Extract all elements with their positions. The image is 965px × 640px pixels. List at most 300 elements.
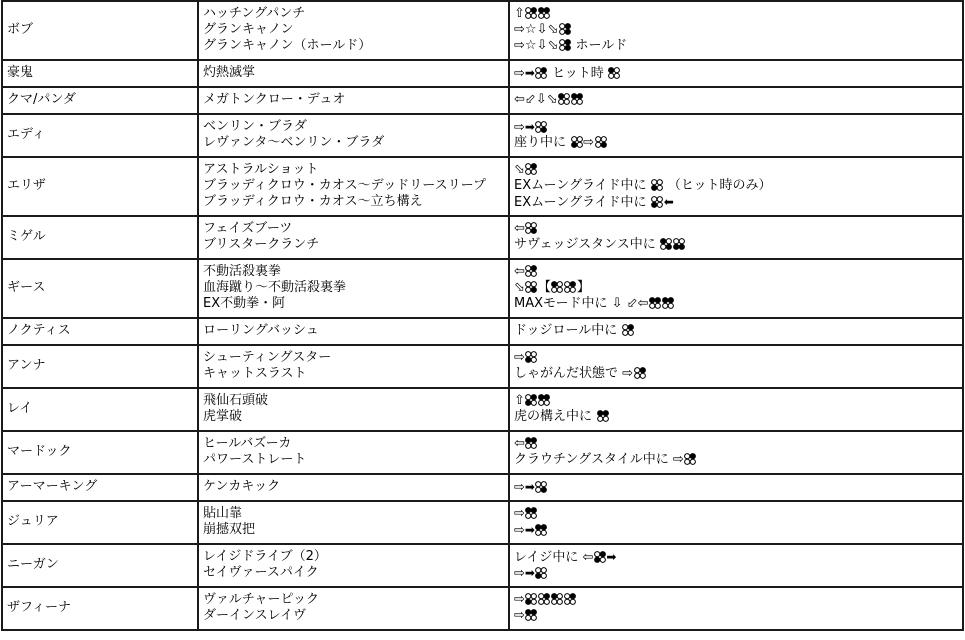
move-name: ケンカキック — [203, 479, 281, 494]
right-kick-circle — [542, 127, 547, 132]
command-text: ホールド — [571, 38, 628, 53]
back-arrow-icon: ⇦ — [514, 436, 525, 451]
character-name: ザフィーナ — [2, 587, 198, 630]
left-punch-circle — [552, 282, 557, 287]
up-arrow-icon: ⇧ — [514, 393, 525, 408]
right-punch-circle — [571, 282, 576, 287]
right-punch-circle — [532, 508, 537, 513]
right-kick-circle — [564, 99, 569, 104]
left-kick-circle — [526, 169, 531, 174]
move-name: レヴァンタ〜ベンリン・ブラダ — [203, 135, 385, 150]
commands-cell — [509, 501, 963, 544]
left-punch-circle — [609, 68, 614, 73]
character-name: エリザ — [2, 157, 198, 216]
move-name: EX不動拳・阿 — [203, 296, 286, 311]
down-forward-arrow-icon: ⬂ — [547, 22, 559, 37]
move-command — [514, 452, 958, 468]
move-name: メガトンクロー・デュオ — [203, 92, 346, 107]
move-name: シューティングスター — [203, 350, 332, 365]
move-command — [514, 409, 958, 425]
move-names-cell — [198, 259, 509, 318]
move-command — [514, 436, 958, 452]
left-punch-circle — [565, 594, 570, 599]
left-kick-circle — [526, 443, 531, 448]
commands-cell — [509, 587, 963, 630]
right-punch-circle — [668, 298, 673, 303]
move-name: セイヴァースパイク — [203, 565, 319, 580]
move-names-cell — [198, 345, 509, 388]
forward-arrow-icon: ⇨ — [514, 120, 525, 135]
forward-arrow-icon: ⇨ — [514, 38, 525, 53]
move-names-cell — [198, 216, 509, 259]
button-icon — [597, 410, 609, 422]
star-icon: ☆ — [524, 22, 537, 37]
move-name: 灼熱滅掌 — [203, 65, 256, 80]
right-punch-circle — [565, 40, 570, 45]
move-name: パワーストレート — [203, 452, 307, 467]
left-punch-circle — [674, 239, 679, 244]
move-name: ベンリン・ブラダ — [203, 119, 307, 134]
move-name: グランキャノン（ホールド） — [203, 38, 372, 53]
right-kick-circle — [532, 169, 537, 174]
right-punch-circle — [601, 137, 606, 142]
table-row — [2, 216, 963, 259]
command-text: しゃがんだ状態で — [514, 366, 623, 381]
down-forward-arrow-icon: ⬂ — [546, 92, 558, 107]
move-command — [514, 280, 958, 296]
button-icon — [538, 593, 550, 605]
move-command — [514, 350, 958, 366]
forward-arrow-icon: ⇨ — [583, 135, 595, 150]
down-back-arrow-icon: ⬃ — [626, 296, 638, 311]
move-name: フェイズブーツ — [203, 221, 293, 236]
left-kick-circle — [572, 99, 577, 104]
commands-cell — [509, 474, 963, 501]
left-punch-circle — [526, 8, 531, 13]
left-punch-circle — [652, 197, 657, 202]
command-text: EXムーングライド中に — [514, 178, 651, 193]
commands-cell — [509, 114, 963, 157]
right-kick-circle — [542, 487, 547, 492]
left-punch-circle — [652, 180, 657, 185]
left-punch-circle — [536, 482, 541, 487]
right-punch-circle — [640, 368, 645, 373]
commands-cell — [509, 431, 963, 474]
right-punch-circle — [542, 68, 547, 73]
left-kick-circle — [526, 599, 531, 604]
command-text: レイジ中に — [514, 550, 583, 565]
left-punch-circle — [526, 395, 531, 400]
move-name: 不動活殺裏拳 — [203, 264, 282, 279]
move-name: 崩撼双把 — [203, 522, 256, 537]
right-punch-circle — [603, 411, 608, 416]
button-icon — [525, 163, 537, 175]
right-kick-circle — [545, 400, 550, 405]
left-kick-circle — [634, 373, 639, 378]
back-arrow-icon: ⇦ — [514, 221, 525, 236]
move-command — [514, 65, 958, 81]
character-name: 豪鬼 — [2, 60, 198, 87]
right-kick-circle — [532, 615, 537, 620]
forward-arrow-icon: ⇨ — [514, 523, 525, 538]
right-punch-circle — [600, 552, 605, 557]
right-kick-circle — [601, 142, 606, 147]
move-command — [514, 162, 958, 178]
move-name: ヴァルチャーピック — [203, 592, 319, 607]
down-forward-arrow-icon: ⬂ — [514, 280, 525, 295]
button-icon — [564, 281, 576, 293]
right-punch-circle — [532, 352, 537, 357]
right-kick-circle — [657, 202, 662, 207]
move-names-cell — [198, 587, 509, 630]
left-kick-circle — [536, 487, 541, 492]
left-punch-circle — [539, 395, 544, 400]
right-punch-circle — [532, 594, 537, 599]
move-names-cell — [198, 544, 509, 587]
left-punch-circle — [597, 411, 602, 416]
button-icon — [525, 281, 537, 293]
button-icon — [525, 7, 537, 19]
forward-arrow-icon: ⇨ — [514, 566, 525, 581]
move-command — [514, 194, 958, 210]
button-icon — [525, 609, 537, 621]
left-kick-circle — [622, 330, 627, 335]
table-row — [2, 318, 963, 345]
button-icon — [634, 367, 646, 379]
move-command — [514, 592, 958, 608]
left-punch-circle — [594, 552, 599, 557]
character-name: マードック — [2, 431, 198, 474]
button-icon — [525, 351, 537, 363]
left-kick-circle — [565, 287, 570, 292]
left-punch-circle — [559, 94, 564, 99]
left-punch-circle — [595, 137, 600, 142]
commands-cell — [509, 318, 963, 345]
right-punch-circle — [690, 454, 695, 459]
left-punch-circle — [552, 594, 557, 599]
left-punch-circle — [622, 325, 627, 330]
hold-forward-arrow-icon: ➡ — [524, 566, 535, 580]
right-kick-circle — [542, 573, 547, 578]
left-kick-circle — [595, 142, 600, 147]
move-name: ヒールバズーカ — [203, 436, 292, 451]
character-name: ジュリア — [2, 501, 198, 544]
move-name: グランキャノン — [203, 22, 294, 37]
right-kick-circle — [571, 599, 576, 604]
forward-arrow-icon: ⇨ — [514, 608, 525, 623]
button-icon — [571, 93, 583, 105]
button-icon — [535, 67, 547, 79]
move-name: ハッチングパンチ — [203, 6, 306, 21]
forward-arrow-icon: ⇨ — [622, 366, 634, 381]
button-icon — [651, 196, 663, 208]
table-row — [2, 259, 963, 318]
right-kick-circle — [565, 45, 570, 50]
move-name: 貼山靠 — [203, 506, 243, 521]
commands-cell — [509, 388, 963, 431]
move-command — [514, 479, 958, 495]
command-text: サヴェッジスタンス中に — [514, 237, 660, 252]
table-row — [2, 388, 963, 431]
forward-arrow-icon: ⇨ — [514, 592, 525, 607]
right-punch-circle — [564, 94, 569, 99]
right-kick-circle — [545, 13, 550, 18]
character-name: エディ — [2, 114, 198, 157]
move-names-cell — [198, 388, 509, 431]
right-kick-circle — [532, 400, 537, 405]
table-row — [2, 501, 963, 544]
move-command — [514, 522, 958, 538]
commands-cell — [509, 345, 963, 388]
left-kick-circle — [526, 513, 531, 518]
right-punch-circle — [628, 325, 633, 330]
move-command — [514, 393, 958, 409]
command-text: ヒット時 — [547, 66, 608, 81]
command-list-table — [1, 0, 964, 631]
right-kick-circle — [615, 73, 620, 78]
move-command — [514, 323, 958, 339]
move-command — [514, 608, 958, 624]
left-kick-circle — [536, 530, 541, 535]
left-kick-circle — [559, 99, 564, 104]
right-punch-circle — [545, 395, 550, 400]
right-kick-circle — [532, 13, 537, 18]
command-text: ドッジロール中に — [514, 323, 622, 338]
left-punch-circle — [565, 282, 570, 287]
button-icon — [651, 179, 663, 191]
left-punch-circle — [559, 24, 564, 29]
move-names-cell — [198, 60, 509, 87]
command-text: 虎の構え中に — [514, 409, 597, 424]
move-names-cell — [198, 318, 509, 345]
right-kick-circle — [545, 599, 550, 604]
left-kick-circle — [559, 29, 564, 34]
right-kick-circle — [655, 303, 660, 308]
left-kick-circle — [526, 228, 531, 233]
right-kick-circle — [668, 303, 673, 308]
character-name: ニーガン — [2, 544, 198, 587]
button-icon — [673, 238, 685, 250]
table-row — [2, 474, 963, 501]
move-command — [514, 22, 958, 38]
command-text: 】 — [576, 280, 590, 295]
left-punch-circle — [526, 164, 531, 169]
left-kick-circle — [597, 416, 602, 421]
commands-cell — [509, 1, 963, 60]
down-back-arrow-icon: ⬃ — [524, 92, 536, 107]
right-punch-circle — [542, 122, 547, 127]
right-punch-circle — [577, 94, 582, 99]
forward-arrow-icon: ⇨ — [514, 22, 525, 37]
right-kick-circle — [603, 416, 608, 421]
left-kick-circle — [652, 202, 657, 207]
move-command — [514, 506, 958, 522]
button-icon — [558, 93, 570, 105]
move-names-cell — [198, 431, 509, 474]
move-name: ブラッディクロウ・カオス〜立ち構え — [203, 194, 423, 209]
hold-forward-arrow-icon: ➡ — [606, 550, 617, 564]
left-punch-circle — [536, 68, 541, 73]
right-punch-circle — [657, 180, 662, 185]
table-row — [2, 114, 963, 157]
right-kick-circle — [558, 599, 563, 604]
right-punch-circle — [532, 266, 537, 271]
right-punch-circle — [545, 8, 550, 13]
forward-arrow-icon: ⇨ — [514, 350, 525, 365]
commands-cell — [509, 544, 963, 587]
table-row — [2, 87, 963, 114]
left-punch-circle — [559, 40, 564, 45]
button-icon — [525, 437, 537, 449]
back-arrow-icon: ⇦ — [582, 550, 594, 565]
forward-arrow-icon: ⇨ — [514, 66, 525, 81]
table-row — [2, 157, 963, 216]
table-row — [2, 587, 963, 630]
command-text: EXムーングライド中に — [514, 195, 651, 210]
left-kick-circle — [571, 142, 576, 147]
button-icon — [535, 567, 547, 579]
left-kick-circle — [565, 599, 570, 604]
left-punch-circle — [526, 223, 531, 228]
right-punch-circle — [565, 24, 570, 29]
table-row — [2, 544, 963, 587]
button-icon — [571, 136, 583, 148]
left-kick-circle — [526, 271, 531, 276]
right-kick-circle — [577, 142, 582, 147]
hold-back-arrow-icon: ⬅ — [663, 195, 674, 209]
move-name: キャットスラスト — [203, 366, 307, 381]
right-punch-circle — [545, 594, 550, 599]
character-name: レイ — [2, 388, 198, 431]
move-name: アストラルショット — [203, 162, 319, 177]
left-kick-circle — [526, 13, 531, 18]
move-command — [514, 92, 958, 108]
left-kick-circle — [661, 244, 666, 249]
left-punch-circle — [536, 122, 541, 127]
left-kick-circle — [536, 73, 541, 78]
right-kick-circle — [532, 357, 537, 362]
button-icon — [608, 67, 620, 79]
button-icon — [538, 7, 550, 19]
button-icon — [662, 297, 674, 309]
down-arrow-icon: ⇩ — [611, 296, 623, 311]
right-punch-circle — [558, 594, 563, 599]
right-punch-circle — [532, 223, 537, 228]
move-command — [514, 178, 958, 194]
right-punch-circle — [532, 610, 537, 615]
right-punch-circle — [680, 239, 685, 244]
move-name: 飛仙石頭破 — [203, 393, 269, 408]
move-name: ローリングバッシュ — [203, 323, 319, 338]
hold-forward-arrow-icon: ➡ — [524, 480, 535, 494]
left-kick-circle — [650, 303, 655, 308]
right-punch-circle — [571, 594, 576, 599]
move-command — [514, 296, 958, 312]
hold-forward-arrow-icon: ➡ — [524, 523, 535, 537]
left-punch-circle — [526, 438, 531, 443]
button-icon — [525, 593, 537, 605]
right-kick-circle — [657, 185, 662, 190]
right-kick-circle — [532, 271, 537, 276]
forward-arrow-icon: ⇨ — [514, 506, 525, 521]
move-names-cell — [198, 114, 509, 157]
left-punch-circle — [526, 594, 531, 599]
character-name: ミゲル — [2, 216, 198, 259]
move-name: ダーインスレイヴ — [203, 608, 306, 623]
left-kick-circle — [594, 557, 599, 562]
star-icon: ☆ — [524, 38, 537, 53]
right-kick-circle — [600, 557, 605, 562]
right-kick-circle — [571, 287, 576, 292]
right-kick-circle — [680, 244, 685, 249]
right-punch-circle — [542, 568, 547, 573]
right-kick-circle — [667, 244, 672, 249]
move-names-cell — [198, 474, 509, 501]
down-arrow-icon: ⇩ — [536, 22, 548, 37]
right-kick-circle — [542, 530, 547, 535]
left-kick-circle — [559, 45, 564, 50]
character-name: ボブ — [2, 1, 198, 60]
button-icon — [684, 453, 696, 465]
left-kick-circle — [609, 73, 614, 78]
left-punch-circle — [661, 239, 666, 244]
button-icon — [538, 394, 550, 406]
left-punch-circle — [526, 610, 531, 615]
left-kick-circle — [539, 599, 544, 604]
command-text: 【 — [537, 280, 551, 295]
move-names-cell — [198, 87, 509, 114]
right-punch-circle — [532, 282, 537, 287]
commands-cell — [509, 87, 963, 114]
down-arrow-icon: ⇩ — [536, 38, 548, 53]
move-name: レイジドライブ（2） — [203, 549, 327, 564]
right-kick-circle — [577, 99, 582, 104]
button-icon — [564, 593, 576, 605]
right-punch-circle — [542, 525, 547, 530]
back-arrow-icon: ⇦ — [637, 296, 649, 311]
move-command — [514, 135, 958, 151]
right-kick-circle — [542, 73, 547, 78]
button-icon — [525, 394, 537, 406]
command-text: MAXモード中に — [514, 296, 612, 311]
move-names-cell — [198, 157, 509, 216]
button-icon — [559, 23, 571, 35]
button-icon — [649, 297, 661, 309]
left-punch-circle — [685, 454, 690, 459]
left-kick-circle — [526, 287, 531, 292]
left-kick-circle — [536, 573, 541, 578]
move-command — [514, 38, 958, 54]
left-punch-circle — [539, 8, 544, 13]
button-icon — [594, 551, 606, 563]
right-punch-circle — [655, 298, 660, 303]
move-name: 虎掌破 — [203, 409, 243, 424]
move-command — [514, 119, 958, 135]
commands-cell — [509, 157, 963, 216]
commands-cell — [509, 60, 963, 87]
button-icon — [595, 136, 607, 148]
character-name: クマ/パンダ — [2, 87, 198, 114]
command-text: 座り中に — [514, 135, 571, 150]
move-names-cell — [198, 501, 509, 544]
left-punch-circle — [526, 508, 531, 513]
left-punch-circle — [526, 266, 531, 271]
move-command — [514, 221, 958, 237]
right-kick-circle — [532, 599, 537, 604]
button-icon — [551, 281, 563, 293]
left-kick-circle — [663, 303, 668, 308]
button-icon — [622, 324, 634, 336]
